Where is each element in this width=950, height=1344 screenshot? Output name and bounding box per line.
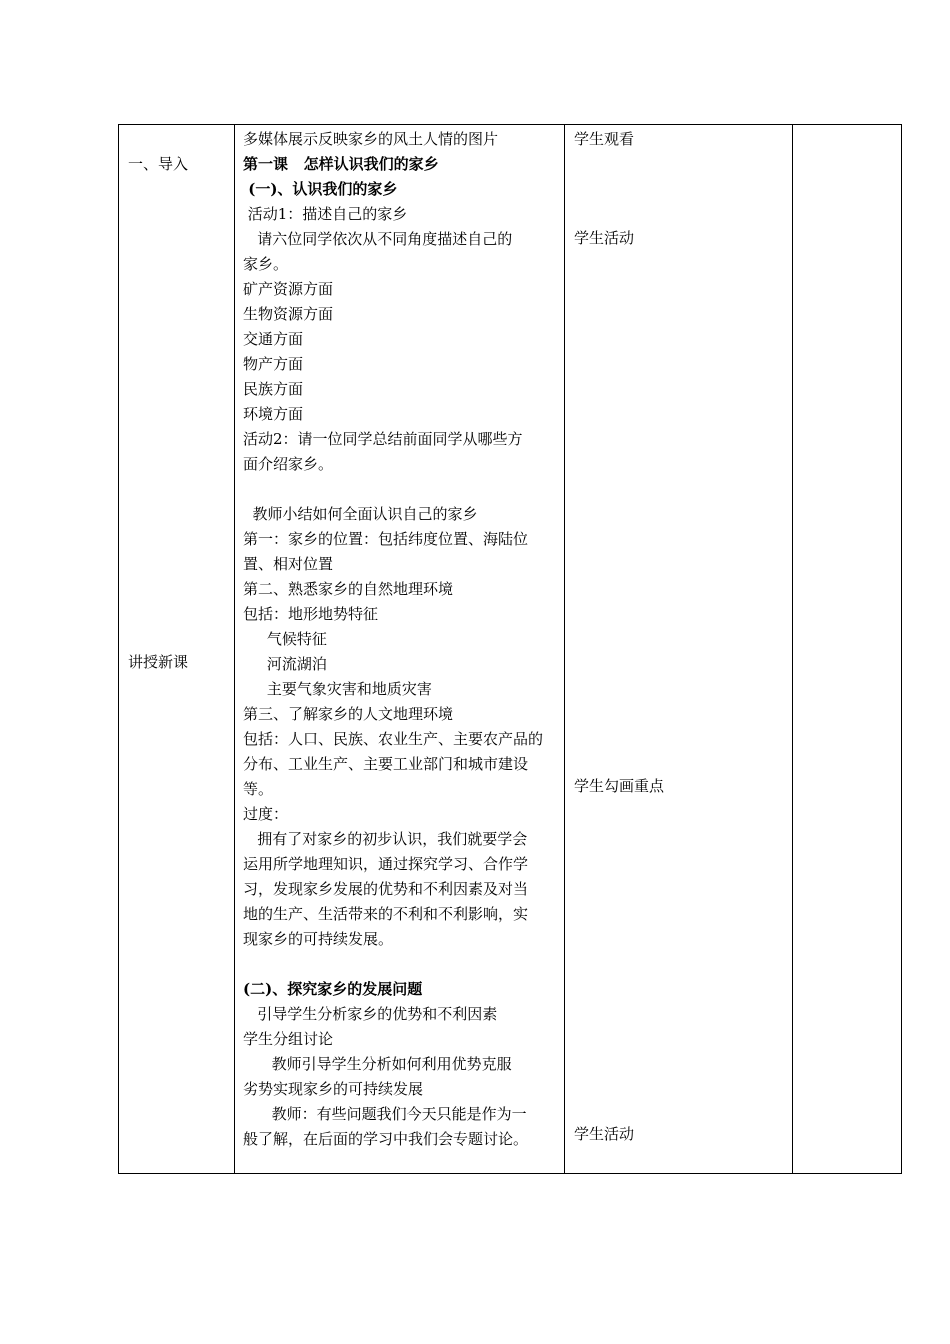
- text-line: 教师引导学生分析如何利用优势克服: [243, 1055, 512, 1073]
- text-line: 活动2：请一位同学总结前面同学从哪些方: [243, 430, 523, 448]
- student-observe-label: 学生观看: [574, 130, 635, 148]
- column-divider-stage: [234, 124, 235, 1174]
- text-line: 环境方面: [243, 405, 304, 423]
- text-line: 面介绍家乡。: [243, 455, 334, 473]
- text-line: 物产方面: [243, 355, 304, 373]
- text-line: 引导学生分析家乡的优势和不利因素: [243, 1005, 498, 1023]
- text-line: 气候特征: [243, 630, 327, 648]
- text-line: 民族方面: [243, 380, 304, 398]
- text-line: 运用所学地理知识，通过探究学习、合作学: [243, 855, 529, 873]
- stage-intro-label: 一、导入: [128, 155, 189, 173]
- text-line: 河流湖泊: [243, 655, 327, 673]
- text-line: 劣势实现家乡的可持续发展: [243, 1080, 424, 1098]
- teacher-activity-cell: [243, 127, 543, 1152]
- text-line: 过度：: [243, 805, 289, 823]
- text-line: 主要气象灾害和地质灾害: [243, 680, 432, 698]
- text-line: 等。: [243, 780, 274, 798]
- text-line: 第三、了解家乡的人文地理环境: [243, 705, 454, 723]
- text-line: 地的生产、生活带来的不利和不利影响，实: [243, 905, 529, 923]
- student-activity-label: 学生活动: [574, 229, 635, 247]
- text-line: 包括：人口、民族、农业生产、主要农产品的: [243, 730, 544, 748]
- text-line: 教师：有些问题我们今天只能是作为一: [243, 1105, 527, 1123]
- section-heading: (一)、认识我们的家乡: [243, 180, 398, 198]
- text-line: 第一：家乡的位置：包括纬度位置、海陆位: [243, 530, 529, 548]
- text-line: 家乡。: [243, 255, 289, 273]
- text-line: 般了解，在后面的学习中我们会专题讨论。: [243, 1130, 529, 1148]
- text-line: 生物资源方面: [243, 305, 334, 323]
- text-line: 拥有了对家乡的初步认识，我们就要学会: [243, 830, 528, 848]
- text-line: 请六位同学依次从不同角度描述自己的: [243, 230, 513, 248]
- text-line: 置、相对位置: [243, 555, 334, 573]
- text-line: 矿产资源方面: [243, 280, 334, 298]
- text-line: [243, 952, 543, 977]
- text-line: 交通方面: [243, 330, 304, 348]
- text-line: 习，发现家乡发展的优势和不利因素及对当: [243, 880, 529, 898]
- stage-new-lesson-label: 讲授新课: [128, 653, 189, 671]
- column-divider-teacher: [564, 124, 565, 1174]
- text-line: 包括：地形地势特征: [243, 605, 379, 623]
- student-activity-label-2: 学生活动: [574, 1125, 635, 1143]
- text-line: 第二、熟悉家乡的自然地理环境: [243, 580, 454, 598]
- text-line: 多媒体展示反映家乡的风土人情的图片: [243, 130, 499, 148]
- student-highlight-label: 学生勾画重点: [574, 777, 665, 795]
- text-line: 学生分组讨论: [243, 1030, 334, 1048]
- text-line: 教师小结如何全面认识自己的家乡: [243, 505, 478, 523]
- text-line: 分布、工业生产、主要工业部门和城市建设: [243, 755, 529, 773]
- section-heading: (二)、探究家乡的发展问题: [243, 980, 423, 998]
- text-line: 现家乡的可持续发展。: [243, 930, 394, 948]
- text-line: 活动1：描述自己的家乡: [243, 205, 408, 223]
- section-heading: 第一课 怎样认识我们的家乡: [243, 155, 439, 173]
- text-line: [243, 477, 543, 502]
- column-divider-student: [792, 124, 793, 1174]
